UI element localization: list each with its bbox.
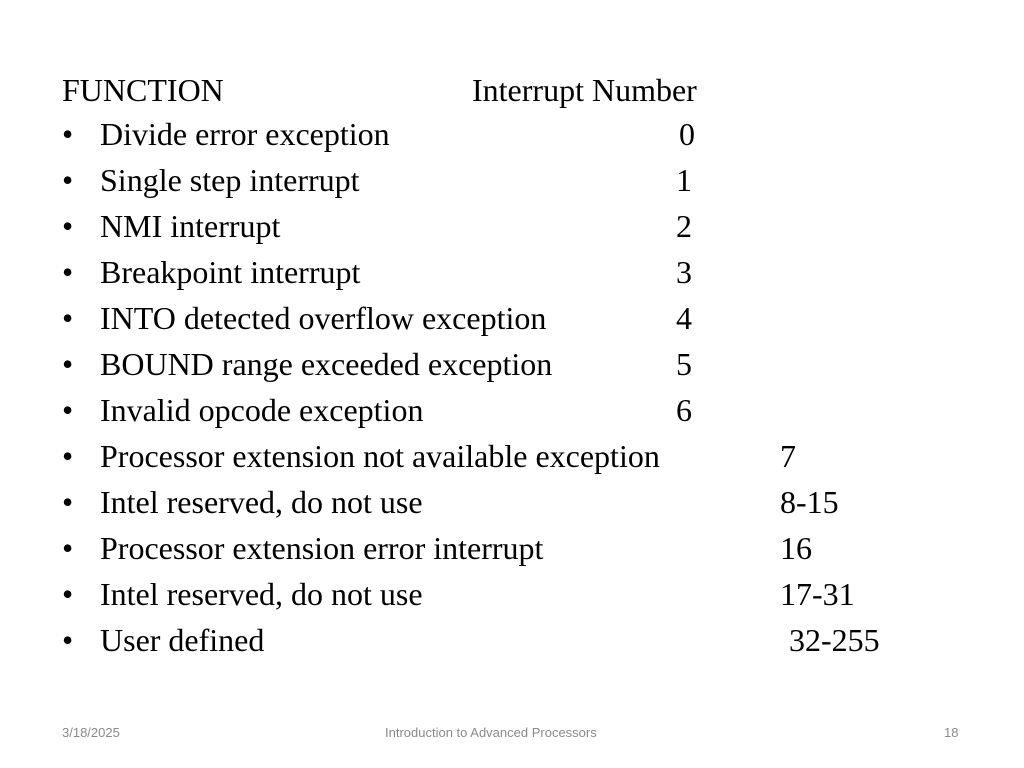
interrupt-number: 6: [676, 392, 692, 428]
footer-title: Introduction to Advanced Processors: [385, 725, 597, 740]
bullet-icon: •: [62, 392, 74, 428]
list-item: [62, 617, 962, 663]
list-item: [62, 341, 962, 387]
list-item: [62, 249, 962, 295]
interrupt-number: 4: [676, 300, 692, 336]
slide-number: 18: [944, 725, 959, 740]
interrupt-number: 3: [676, 254, 692, 290]
function-name: Processor extension error interrupt: [100, 530, 544, 566]
function-name: Invalid opcode exception: [100, 392, 424, 428]
function-name: Divide error exception: [100, 116, 390, 152]
interrupt-number-column-header: Interrupt Number: [472, 72, 697, 108]
function-name: Processor extension not available exception: [100, 438, 660, 474]
list-item: [62, 387, 962, 433]
bullet-icon: •: [62, 530, 74, 566]
function-name: NMI interrupt: [100, 208, 281, 244]
interrupt-number: 17-31: [780, 576, 855, 612]
function-column-header: FUNCTION: [62, 72, 224, 108]
function-name: Intel reserved, do not use: [100, 576, 423, 612]
bullet-icon: •: [62, 162, 74, 198]
list-item: [62, 111, 962, 157]
bullet-icon: •: [62, 438, 74, 474]
interrupt-number: 32-255: [789, 622, 880, 658]
bullet-icon: •: [62, 208, 74, 244]
table-header: [62, 70, 962, 110]
bullet-icon: •: [62, 576, 74, 612]
interrupt-number: 1: [676, 162, 692, 198]
bullet-icon: •: [62, 346, 74, 382]
interrupt-number: 5: [676, 346, 692, 382]
function-name: BOUND range exceeded exception: [100, 346, 553, 382]
interrupt-number: 16: [780, 530, 812, 566]
list-item: [62, 525, 962, 571]
interrupt-list: [62, 111, 962, 663]
list-item: [62, 433, 962, 479]
bullet-icon: •: [62, 116, 74, 152]
list-item: [62, 203, 962, 249]
footer-date: 3/18/2025: [62, 725, 120, 740]
bullet-icon: •: [62, 254, 74, 290]
interrupt-number: 2: [676, 208, 692, 244]
function-name: Intel reserved, do not use: [100, 484, 423, 520]
function-name: Single step interrupt: [100, 162, 360, 198]
list-item: [62, 571, 962, 617]
bullet-icon: •: [62, 484, 74, 520]
function-name: User defined: [100, 622, 265, 658]
function-name: Breakpoint interrupt: [100, 254, 361, 290]
list-item: [62, 479, 962, 525]
list-item: [62, 157, 962, 203]
interrupt-number: 8-15: [780, 484, 839, 520]
interrupt-number: 0: [679, 116, 695, 152]
bullet-icon: •: [62, 622, 74, 658]
function-name: INTO detected overflow exception: [100, 300, 547, 336]
list-item: [62, 295, 962, 341]
interrupt-number: 7: [780, 438, 796, 474]
bullet-icon: •: [62, 300, 74, 336]
